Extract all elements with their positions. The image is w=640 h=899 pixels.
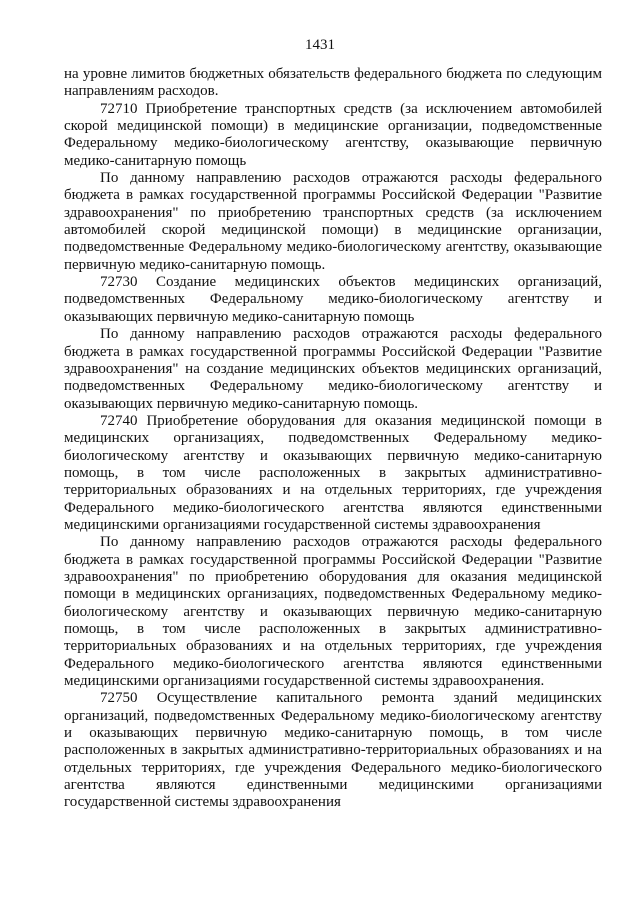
paragraph-72710-description: По данному направлению расходов отражаются расходы федерального бюджета в рамках государственной программы Российской Федерации "Развитие здравоохранения" по приобретению транспортных средств (за исключением автомобилей скорой медицинской помощи) в медицинские организации, подведомственные Федеральному медико-биологическому агентству, оказывающие первичную медико-санитарную помощь. [64, 170, 602, 273]
paragraph-72730-heading: 72730 Создание медицинских объектов медицинских организаций, подведомственных Федеральному медико-биологическому агентству и оказывающих первичную медико-санитарную помощь [64, 274, 602, 325]
paragraph-72740-heading: 72740 Приобретение оборудования для оказания медицинской помощи в медицинских организациях, подведомственных Федеральному медико-биологическому агентству и оказывающих первичную медико-санитарную помощь, в том числе расположенных в закрытых административно-территориальных образованиях и на отдельных территориях, где учреждения Федерального медико-биологического агентства являются единственными медицинскими организациями государственной системы здравоохранения [64, 412, 602, 533]
paragraph-72740-description: По данному направлению расходов отражаются расходы федерального бюджета в рамках государственной программы Российской Федерации "Развитие здравоохранения" по приобретению оборудования для оказания медицинской помощи в медицинских организациях, подведомственных Федеральному медико-биологическому агентству и оказывающих первичную медико-санитарную помощь, в том числе расположенных в закрытых административно-территориальных образованиях и на отдельных территориях, где учреждения Федерального медико-биологического агентства являются единственными медицинскими организациями государственной системы здравоохранения. [64, 534, 602, 690]
page-number: 1431 [305, 37, 335, 53]
document-body [64, 66, 602, 812]
paragraph-72710-heading: 72710 Приобретение транспортных средств (за исключением автомобилей скорой медицинской помощи) в медицинские организации, подведомственные Федеральному медико-биологическому агентству, оказывающие первичную медико-санитарную помощь [64, 100, 602, 169]
paragraph-72750-heading: 72750 Осуществление капитального ремонта зданий медицинских организаций, подведомственных Федеральному медико-биологическому агентству и оказывающих первичную медико-санитарную помощь, в том числе расположенных в закрытых административно-территориальных образованиях и на отдельных территориях, где учреждения Федерального медико-биологического агентства являются единственными медицинскими организациями государственной системы здравоохранения [64, 690, 602, 811]
paragraph-72730-description: По данному направлению расходов отражаются расходы федерального бюджета в рамках государственной программы Российской Федерации "Развитие здравоохранения" на создание медицинских объектов медицинских организаций, подведомственных Федеральному медико-биологическому агентству и оказывающих первичную медико-санитарную помощь. [64, 326, 602, 412]
paragraph-continuation: на уровне лимитов бюджетных обязательств федерального бюджета по следующим направлениям расходов. [64, 66, 602, 100]
